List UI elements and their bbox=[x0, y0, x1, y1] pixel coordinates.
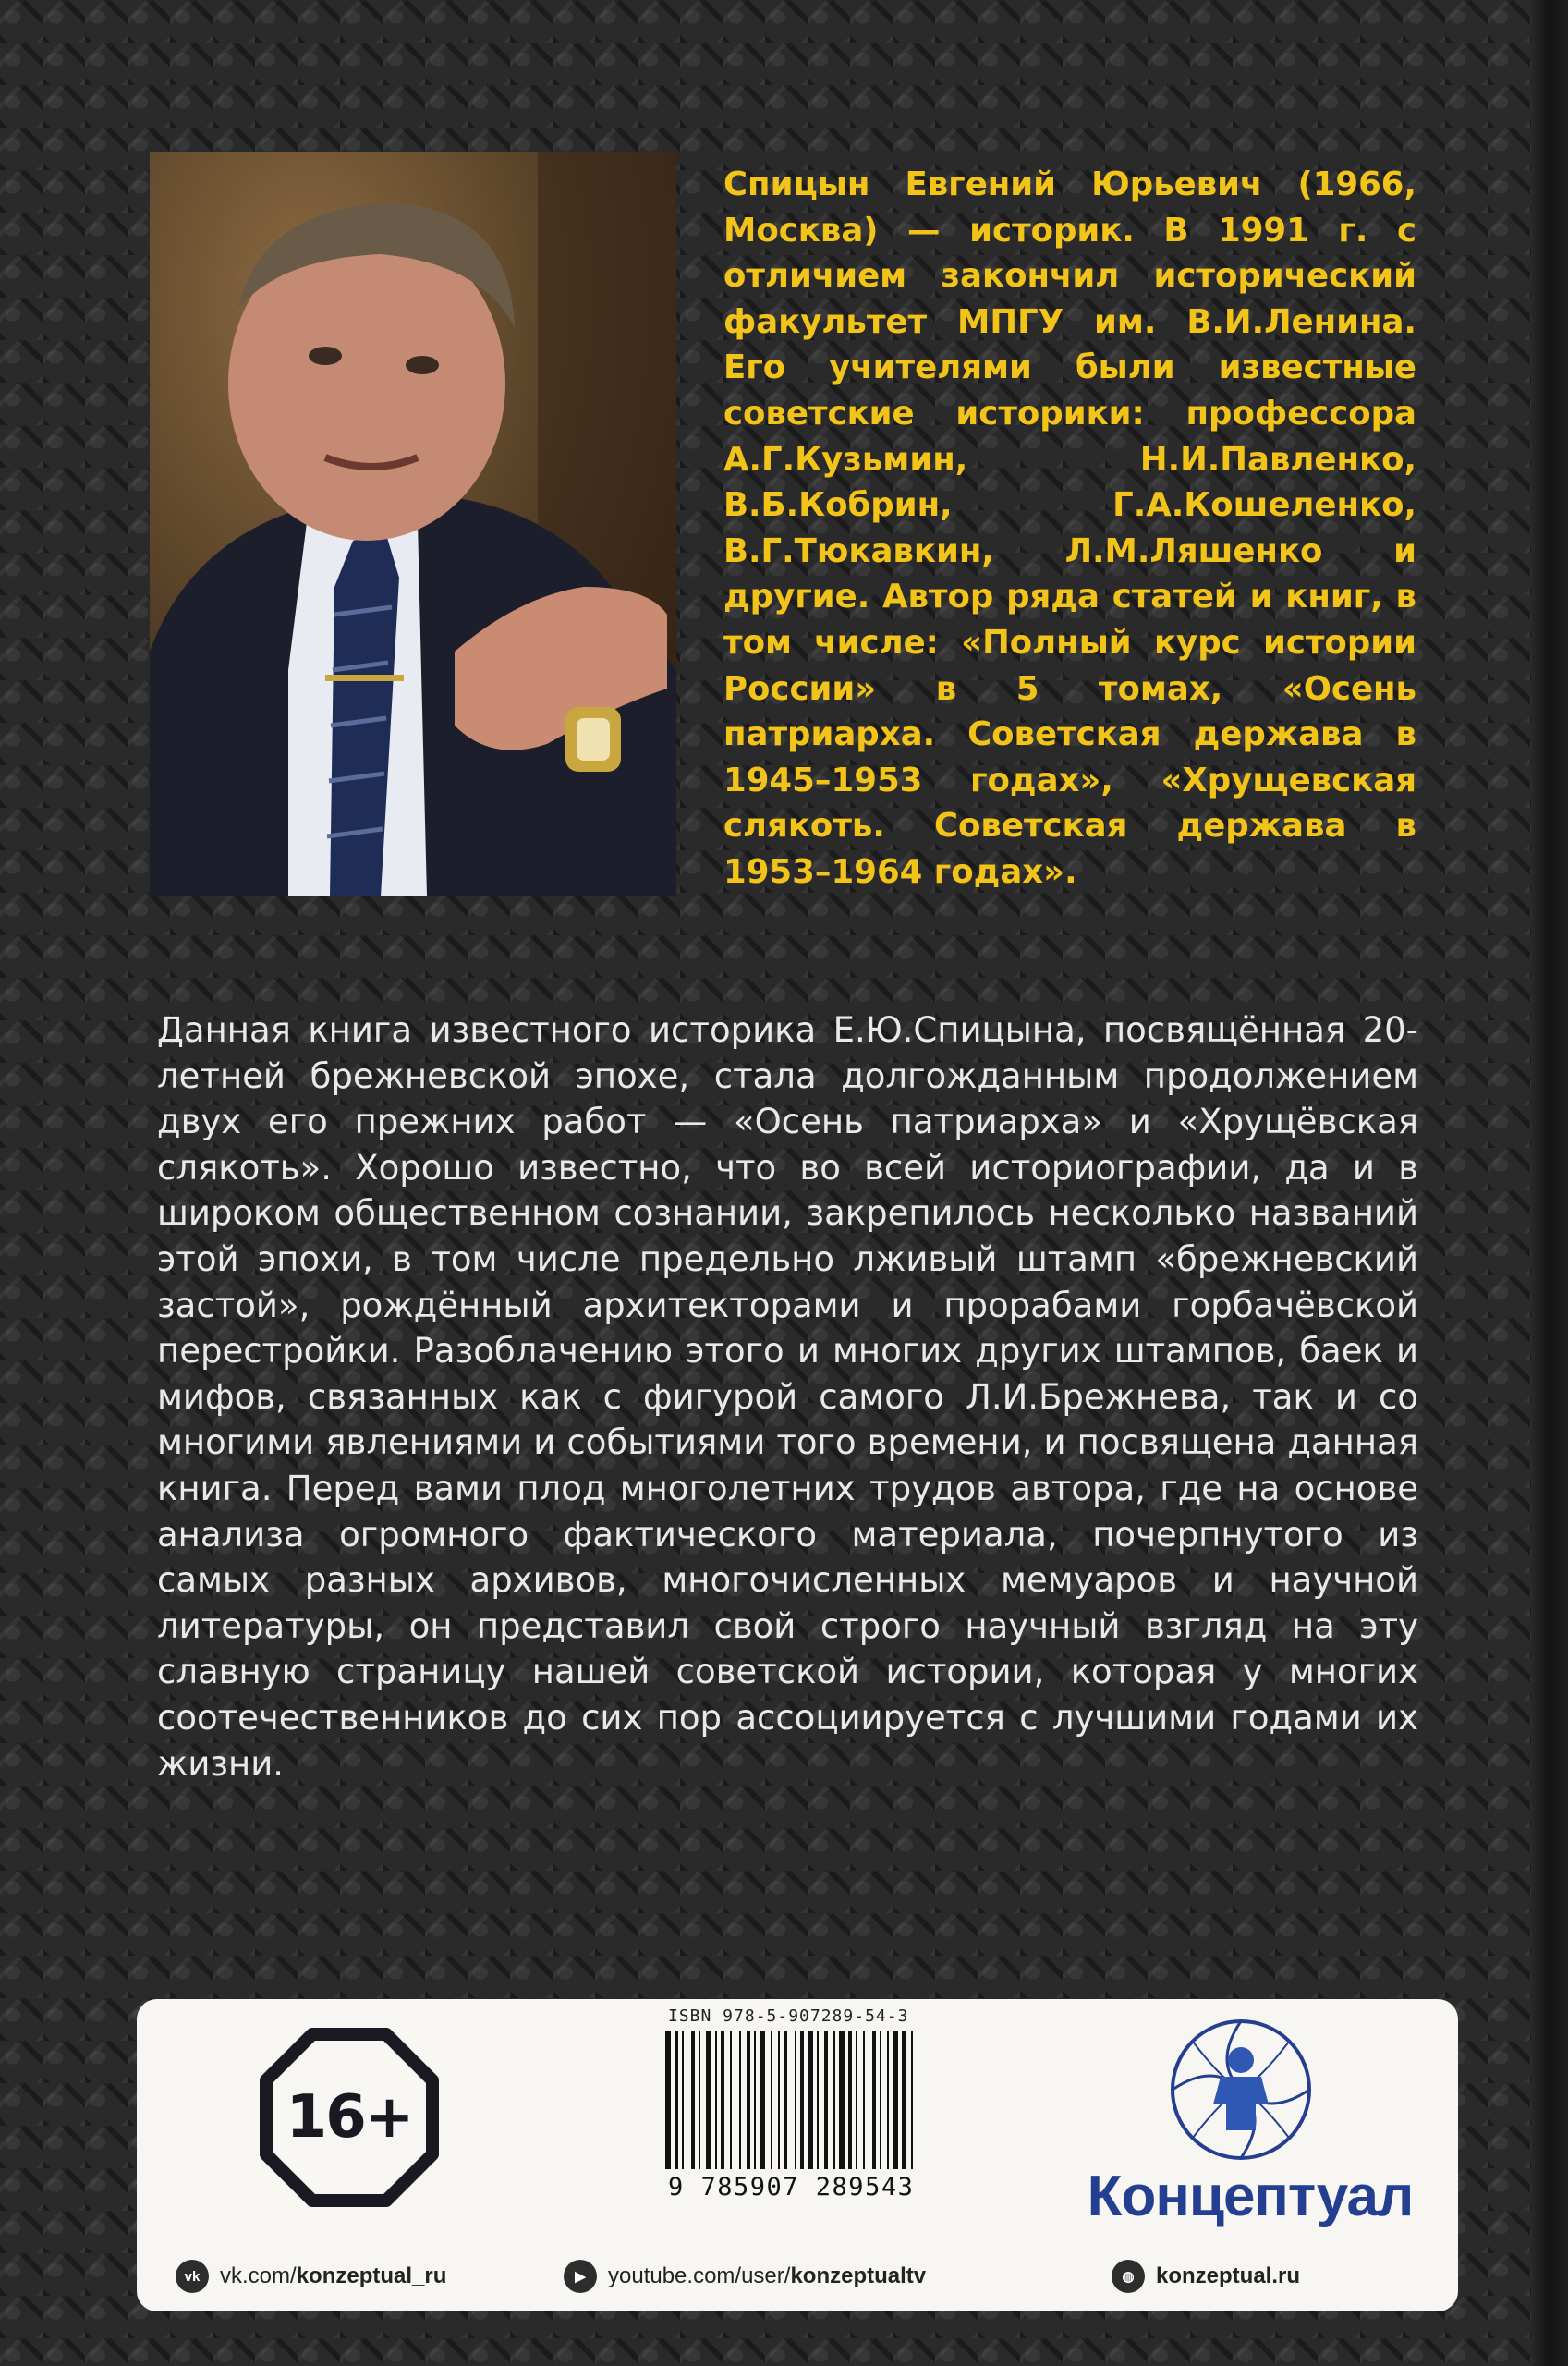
youtube-link-text: youtube.com/user/konzeptualtv bbox=[608, 2263, 927, 2288]
globe-icon: ◍ bbox=[1112, 2260, 1145, 2293]
vk-link-text: vk.com/konzeptual_ru bbox=[220, 2263, 447, 2288]
spine-edge bbox=[1531, 0, 1568, 2366]
vk-icon: vk bbox=[176, 2260, 209, 2293]
author-photo bbox=[150, 152, 676, 896]
website-link-text: konzeptual.ru bbox=[1156, 2263, 1301, 2288]
info-panel bbox=[137, 1999, 1458, 2311]
vk-link[interactable] bbox=[176, 2260, 446, 2293]
age-rating-label: 16+ bbox=[286, 2083, 413, 2152]
book-description: Данная книга известного историка Е.Ю.Спицына, посвящённая 20-летней брежневской эпохе, стала долгожданным продолжением двух его прежних работ — «Осень патриарха» и «Хрущёвская слякоть». Хорошо известно, что во всей историографии, да и в широком общественном сознании, закрепилось несколько названий этой эпохи, в том числе предельно лживый штамп «брежневский застой», рождённый архитекторами и прорабами горбачёвской перестройки. Разоблачению этого и многих других штампов, баек и мифов, связанных как с фигурой самого Л.И.Брежнева, так и со многими явлениями и событиями того времени, и посвящена данная книга. Перед вами плод многолетних трудов автора, где на основе анализа огромного фактического материала, почерпнутого из самых разных архивов, многочисленных мемуаров и научной литературы, он представил свой строго научный взгляд на эту славную страницу нашей советской истории, которая у многих соотечественников до сих пор ассоциируется с лучшими годами их жизни. bbox=[157, 1010, 1418, 1784]
barcode-digits: 9 785907 289543 bbox=[668, 2173, 915, 2201]
author-bio: Спицын Евгений Юрьевич (1966, Москва) — историк. В 1991 г. с отличием закончил исторический факультет МПГУ им. В.И.Ленина. Его учителями были известные советские историки: профессора А.Г.Кузьмин, Н.И.Павленко, В.Б.Кобрин, Г.А.Кошеленко, В.Г.Тюкавкин, Л.М.Ляшенко и другие. Автор ряда статей и книг, в том числе: «Полный курс истории России» в 5 томах, «Осень патриарха. Советская держава в 1945–1953 годах», «Хрущевская слякоть. Советская держава в 1953–1964 годах». bbox=[723, 165, 1416, 891]
publisher-puzzle-logo bbox=[1167, 2016, 1315, 2164]
isbn-number: ISBN 978-5-907289-54-3 bbox=[668, 2006, 909, 2026]
author-portrait-illustration bbox=[150, 152, 676, 896]
publisher-name: Концептуал bbox=[1087, 2165, 1414, 2228]
barcode-graphic bbox=[662, 2031, 930, 2169]
youtube-link[interactable] bbox=[564, 2260, 926, 2293]
website-link[interactable] bbox=[1112, 2260, 1300, 2293]
age-rating-badge bbox=[259, 2027, 440, 2208]
youtube-icon: ▶ bbox=[564, 2260, 597, 2293]
